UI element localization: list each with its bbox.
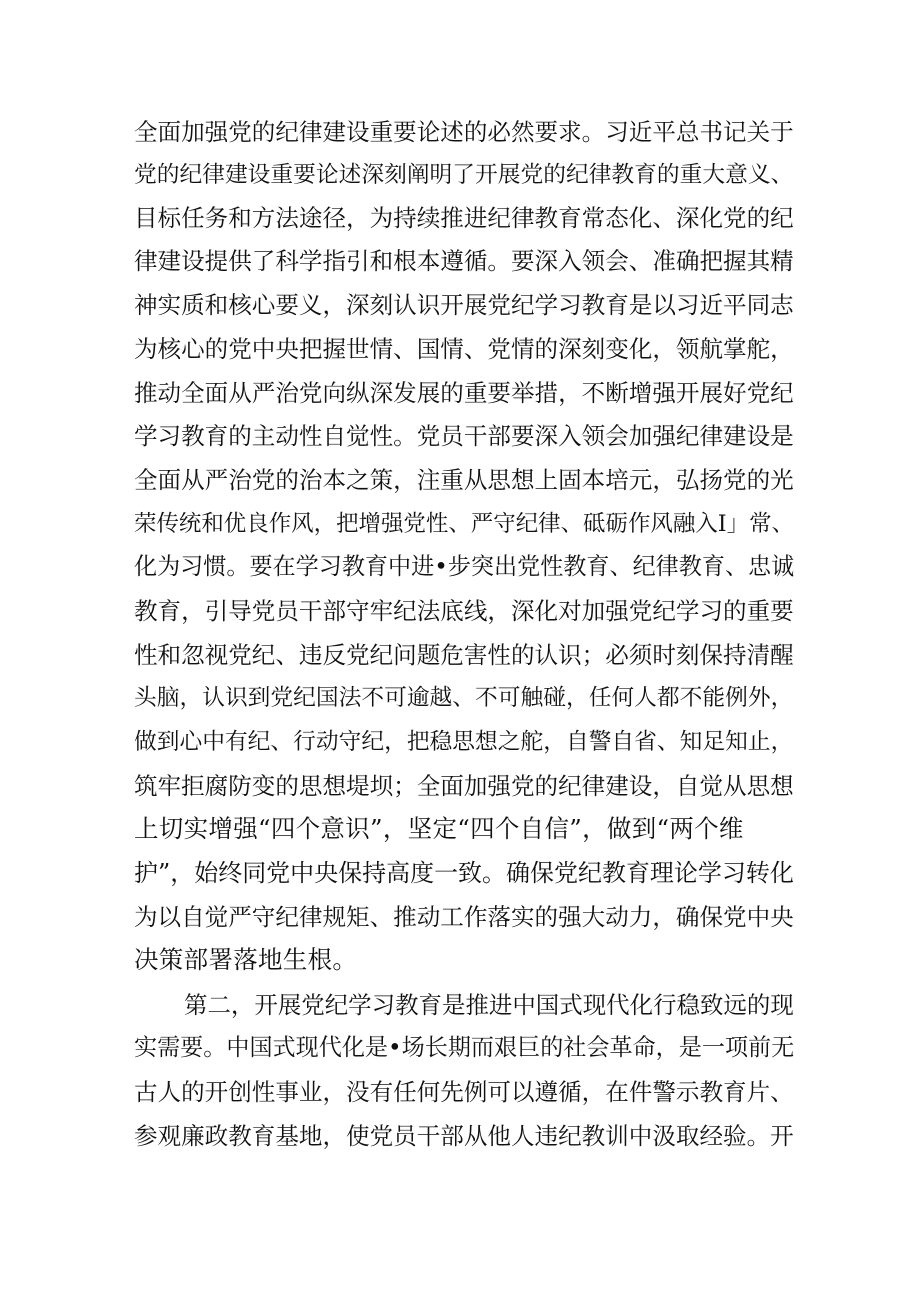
paragraph-line: 做到心中有纪、行动守纪，把稳思想之舵，自警自省、知足知止， [134, 729, 794, 755]
paragraph-line: 为以自觉严守纪律规矩、推动工作落实的强大动力，确保党中央 [134, 903, 794, 931]
paragraph-line: 筑牢拒腐防变的思想堤坝；全面加强党的纪律建设，自觉从思想 [134, 772, 794, 800]
paragraph-line: 荣传统和优良作风，把增强党性、严守纪律、砥砺作风融入I」常、 [134, 511, 795, 537]
paragraph-line: 上切实增强“四个意识”，坚定“四个自信”，做到“两个维 [134, 814, 744, 843]
paragraph-line: 教育，引导党员干部守牢纪法底线，深化对加强党纪学习的重要 [134, 597, 794, 625]
paragraph-line: 推动全面从严治党向纵深发展的重要举措，不断增强开展好党纪 [134, 379, 794, 407]
paragraph-line: 护”，始终同党中央保持高度一致。确保党纪教育理论学习转化 [134, 859, 794, 887]
paragraph-line: 性和忽视党纪、违反党纪问题危害性的认识；必须时刻保持清醒 [134, 641, 794, 669]
paragraph-line: 为核心的党中央把握世情、国情、党情的深刻变化，领航掌舵， [134, 335, 794, 363]
paragraph-line: 党的纪律建设重要论述深刻阐明了开展党的纪律教育的重大意义、 [134, 162, 794, 188]
paragraph-line: 头脑，认识到党纪国法不可逾越、不可触碰，任何人都不能例外， [134, 685, 794, 711]
paragraph-line: 神实质和核心要义，深刻认识开展党纪学习教育是以习近平同志 [134, 291, 794, 319]
paragraph-line: 律建设提供了科学指引和根本遵循。要深入领会、准确把握其精 [134, 247, 794, 275]
paragraph-line: 实需要。中国式现代化是•场长期而艰巨的社会革命，是一项前无 [134, 1035, 795, 1061]
paragraph-line: 第二，开展党纪学习教育是推进中国式现代化行稳致远的现 [184, 991, 794, 1019]
paragraph-line: 学习教育的主动性自觉性。党员干部要深入领会加强纪律建设是 [134, 422, 794, 450]
paragraph-line: 古人的开创性事业，没有任何先例可以遵循，在件警示教育片、 [134, 1078, 794, 1106]
paragraph-line: 决策部署落地生根。 [134, 945, 358, 974]
paragraph-line: 目标任务和方法途径，为持续推进纪律教育常态化、深化党的纪 [134, 204, 794, 232]
paragraph-line: 参观廉政教育基地，使党员干部从他人违纪教训中汲取经验。开 [134, 1122, 794, 1150]
paragraph-line: 化为习惯。要在学习教育中进•步突出党性教育、纪律教育、忠诚 [134, 554, 795, 580]
paragraph-line: 全面加强党的纪律建设重要论述的必然要求。习近平总书记关于 [134, 118, 794, 146]
paragraph-line: 全面从严治党的治本之策，注重从思想上固本培元，弘扬党的光 [134, 466, 794, 494]
